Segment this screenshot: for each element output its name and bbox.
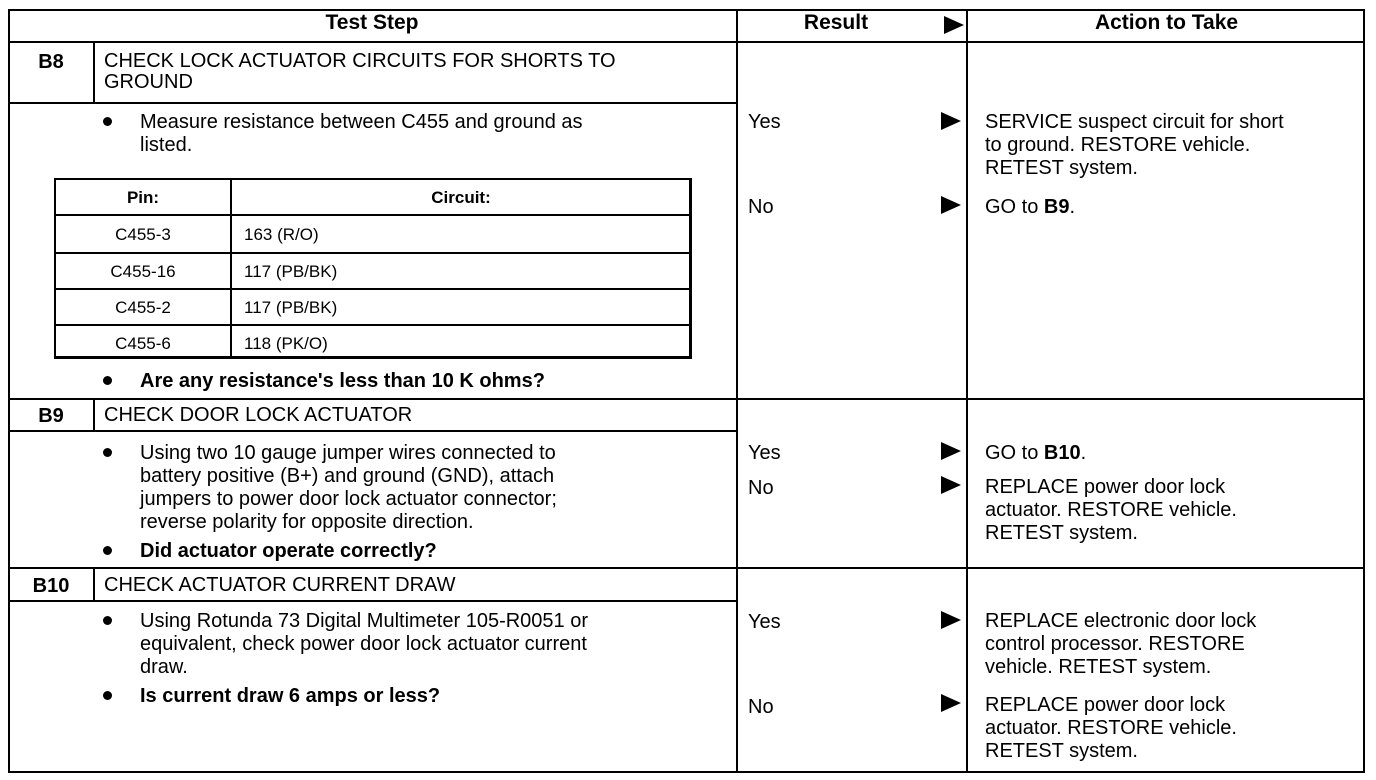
circuit-cell: 118 (PK/O) <box>244 334 328 353</box>
circuit-cell: 117 (PB/BK) <box>244 298 338 317</box>
instruction-line: Using Rotunda 73 Digital Multimeter 105-R0051 or <box>140 610 589 632</box>
arrow-icon <box>941 694 961 712</box>
step-question: Did actuator operate correctly? <box>140 540 437 562</box>
step-question: Are any resistance's less than 10 K ohms? <box>140 370 545 392</box>
action-prefix: GO to <box>985 196 1044 218</box>
action-line: RETEST system. <box>985 157 1138 179</box>
action-line: RETEST system. <box>985 740 1138 762</box>
pin-cell: C455-2 <box>115 298 171 317</box>
bullet-icon <box>103 117 112 126</box>
action-step-ref: B9 <box>1043 196 1070 218</box>
action-line: vehicle. RETEST system. <box>985 656 1212 678</box>
step-title: CHECK DOOR LOCK ACTUATOR <box>104 404 413 426</box>
bullet-icon <box>103 546 112 555</box>
circuit-header: Circuit: <box>431 188 491 207</box>
table-row <box>56 288 689 326</box>
b10-title-underline <box>8 600 736 602</box>
bullet-icon <box>103 448 112 457</box>
instruction-line: reverse polarity for opposite direction. <box>140 511 474 533</box>
result-label: Yes <box>748 111 781 133</box>
header-test-step: Test Step <box>325 11 419 34</box>
instruction-line: equivalent, check power door lock actuator current <box>140 633 587 655</box>
step-title <box>104 51 616 93</box>
action-text <box>985 694 1237 763</box>
table-row <box>56 252 689 288</box>
action-column-divider <box>966 9 968 773</box>
header-divider <box>8 41 1365 43</box>
action-line: to ground. RESTORE vehicle. <box>985 134 1251 156</box>
arrow-icon <box>941 442 961 460</box>
table-bottom-border <box>8 771 1365 773</box>
step-title-line: GROUND <box>104 71 193 93</box>
table-right-border <box>1363 9 1365 773</box>
step-id: B8 <box>38 51 64 73</box>
arrow-icon <box>941 112 961 130</box>
table-row <box>56 214 689 252</box>
step-instruction <box>140 111 583 157</box>
step-instruction <box>140 610 588 679</box>
action-step-ref: B10 <box>1043 442 1081 464</box>
pin-cell: C455-16 <box>110 262 176 281</box>
row-divider-b9 <box>8 398 1365 400</box>
step-question: Is current draw 6 amps or less? <box>140 685 441 707</box>
step-title: CHECK ACTUATOR CURRENT DRAW <box>104 574 456 596</box>
action-text <box>985 442 1086 465</box>
bullet-icon <box>103 376 112 385</box>
b8-title-underline <box>8 102 736 104</box>
instruction-line: Using two 10 gauge jumper wires connected to <box>140 442 556 464</box>
pin-header: Pin: <box>126 188 160 207</box>
circuit-cell: 117 (PB/BK) <box>244 262 338 281</box>
bullet-icon <box>103 616 112 625</box>
instruction-line: Measure resistance between C455 and ground as <box>140 111 583 133</box>
action-text <box>985 111 1284 180</box>
action-line: REPLACE power door lock <box>985 694 1226 716</box>
table-row <box>56 324 689 358</box>
step-instruction <box>140 442 557 534</box>
instruction-line: draw. <box>140 656 188 678</box>
result-label: Yes <box>748 611 781 633</box>
pin-cell: C455-3 <box>115 225 171 244</box>
action-suffix: . <box>1069 196 1076 218</box>
action-line: REPLACE electronic door lock <box>985 610 1257 632</box>
action-prefix: GO to <box>985 442 1044 464</box>
instruction-line: jumpers to power door lock actuator connector; <box>140 488 557 510</box>
action-text <box>985 610 1256 679</box>
header-arrow-icon <box>944 16 964 34</box>
action-line: control processor. RESTORE <box>985 633 1245 655</box>
action-line: actuator. RESTORE vehicle. <box>985 717 1237 739</box>
step-title-line: CHECK LOCK ACTUATOR CIRCUITS FOR SHORTS TO <box>104 50 616 72</box>
step-id: B10 <box>32 575 70 597</box>
result-label: No <box>748 196 774 218</box>
b9-title-underline <box>8 430 736 432</box>
arrow-icon <box>941 611 961 629</box>
result-label: Yes <box>748 442 781 464</box>
arrow-icon <box>941 196 961 214</box>
action-line: REPLACE power door lock <box>985 476 1226 498</box>
instruction-line: listed. <box>140 134 193 156</box>
action-text <box>985 476 1237 545</box>
action-suffix: . <box>1080 442 1087 464</box>
action-text <box>985 196 1075 219</box>
arrow-icon <box>941 476 961 494</box>
instruction-line: battery positive (B+) and ground (GND), attach <box>140 465 555 487</box>
pin-circuit-table <box>54 178 692 359</box>
action-line: SERVICE suspect circuit for short <box>985 111 1284 133</box>
row-divider-b10 <box>8 567 1365 569</box>
table-left-border <box>8 9 10 773</box>
pin-cell: C455-6 <box>115 334 171 353</box>
result-label: No <box>748 477 774 499</box>
result-column-divider <box>736 9 738 773</box>
result-label: No <box>748 696 774 718</box>
header-result: Result <box>803 11 869 34</box>
bullet-icon <box>103 691 112 700</box>
step-id: B9 <box>38 405 64 427</box>
circuit-cell: 163 (R/O) <box>244 225 319 244</box>
action-line: RETEST system. <box>985 522 1138 544</box>
action-line: actuator. RESTORE vehicle. <box>985 499 1237 521</box>
header-action: Action to Take <box>1094 11 1239 34</box>
